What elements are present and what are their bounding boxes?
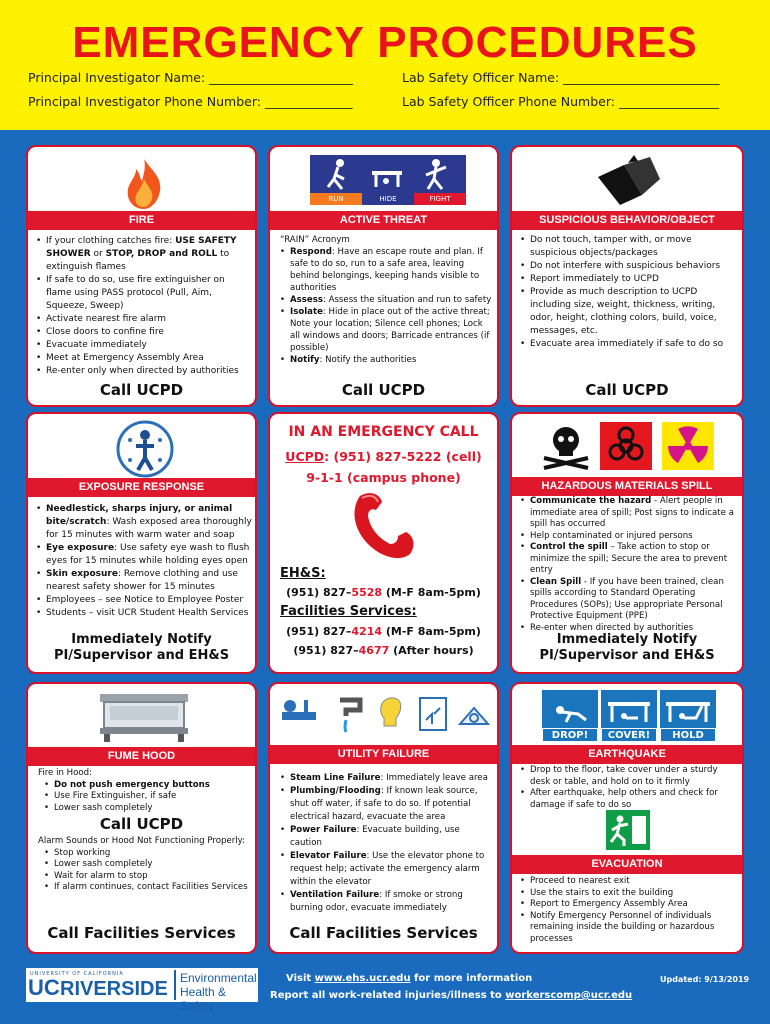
list-item: • Isolate: Hide in place out of the active threat; Note your location; Silence cell phones; Lock all windows and doors; Barricade entrances (if possible): [280, 306, 494, 354]
utility-title: UTILITY FAILURE: [270, 745, 497, 764]
suspicious-call-ucpd: Call UCPD: [585, 381, 669, 399]
list-item: • Lower sash completely: [44, 803, 252, 815]
list-item: • Help contaminated or injured persons: [520, 531, 740, 543]
list-item: • Activate nearest fire alarm: [36, 313, 252, 326]
utility-card: [268, 682, 499, 954]
list-item: • Report immediately to UCPD: [520, 273, 740, 286]
active-threat-list: [280, 234, 494, 366]
cover-label: COVER!: [601, 728, 657, 742]
active-threat-title: ACTIVE THREAT: [270, 211, 497, 230]
list-item: • Clean Spill - If you have been trained, clean spills according to Standard Operating Procedures (SOPs); Use appropriate Personal Protective Equipment (PPE): [520, 577, 740, 623]
fire-call-ucpd: Call UCPD: [99, 381, 184, 399]
exposure-title: EXPOSURE RESPONSE: [28, 478, 255, 497]
list-item: • Re-enter when directed by authorities: [520, 623, 740, 635]
drop-cover-hold-banner: [542, 690, 716, 742]
updated-date: Updated: 9/13/2019: [660, 975, 750, 984]
rain-acronym: “RAIN” Acronym: [280, 235, 350, 245]
list-item: • Use Fire Extinguisher, if safe: [44, 791, 252, 803]
list-item: • Students – visit UCR Student Health Services: [36, 607, 252, 620]
utility-list: [280, 772, 494, 915]
fume-hood-fire-intro: Fire in Hood:: [38, 768, 92, 778]
earthquake-list: [520, 765, 740, 811]
list-item: • Plumbing/Flooding: If known leak source, shut off water, if safe to do so. If potential electrical hazard, evacuate the area: [280, 785, 494, 824]
list-item: • Notify: Notify the authorities: [280, 354, 494, 366]
list-item: • Report to Emergency Assembly Area: [520, 899, 740, 911]
list-item: • Ventilation Failure: If smoke or strong burning odor, evacuate immediately: [280, 889, 494, 915]
list-item: • Assess: Assess the situation and run to safety: [280, 294, 494, 306]
logo-ehs-line1: Environmental: [180, 971, 257, 985]
pi-phone-field: Principal Investigator Phone Number: ______________: [28, 94, 353, 109]
facilities-number-after-hours: (951) 827–4677 (After hours): [293, 644, 474, 657]
lso-phone-field: Lab Safety Officer Phone Number: ________________: [402, 94, 719, 109]
exposure-list: [36, 503, 252, 620]
evacuation-title: EVACUATION: [512, 855, 742, 874]
fight-label: FIGHT: [414, 193, 466, 205]
fire-title: FIRE: [28, 211, 255, 230]
facilities-number-day: (951) 827–4214 (M-F 8am-5pm): [286, 625, 481, 638]
list-item: • Notify Emergency Personnel of individuals remaining inside the building or hazardous processes: [520, 911, 740, 946]
list-item: • If alarm continues, contact Facilities Services: [44, 882, 252, 894]
earthquake-card: [510, 682, 744, 954]
fume-hood-card: [26, 682, 257, 954]
list-item: • Do not interfere with suspicious behaviors: [520, 260, 740, 273]
run-label: RUN: [310, 193, 362, 205]
list-item: • Steam Line Failure: Immediately leave area: [280, 772, 494, 785]
fume-hood-call-facilities: Call Facilities Services: [47, 924, 236, 942]
page-title: EMERGENCY PROCEDURES: [72, 18, 698, 67]
phone-icon: [342, 488, 430, 566]
run-hide-fight-icon: [310, 155, 466, 195]
logo-uc: UC: [28, 975, 60, 1000]
list-item: • Eye exposure: Use safety eye wash to flush eyes for 15 minutes while holding eyes open: [36, 542, 252, 568]
list-item: • Power Failure: Evacuate building, use caution: [280, 824, 494, 850]
list-item: • Do not touch, tamper with, or move suspicious objects/packages: [520, 234, 740, 260]
fume-hood-icon: [96, 692, 192, 742]
skull-crossbones-icon: [540, 422, 592, 470]
run-hide-fight-banner: [310, 155, 466, 205]
fume-hood-title: FUME HOOD: [28, 747, 255, 766]
list-item: • Skin exposure: Remove clothing and use nearest safety shower for 15 minutes: [36, 568, 252, 594]
campus-number: 9-1-1 (campus phone): [306, 470, 461, 485]
list-item: • Wait for alarm to stop: [44, 871, 252, 883]
evacuation-list: [520, 876, 740, 945]
list-item: • After earthquake, help others and check for damage if safe to do so: [520, 788, 740, 811]
suspicious-title: SUSPICIOUS BEHAVIOR/OBJECT: [512, 211, 742, 230]
logo-ehs-line2: Health & Safety: [180, 985, 227, 1013]
ehs-number: (951) 827–5528 (M-F 8am-5pm): [286, 586, 481, 599]
fume-hood-list-alarm: [38, 836, 252, 894]
utility-icons: [280, 694, 490, 734]
emergency-call-title: IN AN EMERGENCY CALL: [288, 424, 479, 440]
footer-report: Report all work-related injuries/illness to workerscomp@ucr.edu: [270, 990, 633, 1001]
suspicious-list: [520, 234, 740, 351]
footer: [0, 962, 770, 1024]
logo-university-text: UNIVERSITY OF CALIFORNIA: [30, 971, 124, 977]
fume-hood-alarm-intro: Alarm Sounds or Hood Not Functioning Properly:: [38, 836, 245, 846]
logo-riverside: RIVERSIDE: [60, 978, 168, 1000]
exposure-card: [26, 412, 257, 674]
exposure-notify: Immediately Notify PI/Supervisor and EH&S: [53, 632, 230, 663]
drop-cover-hold-icon: [542, 690, 716, 728]
suspicious-card: [510, 145, 744, 407]
list-item: • Re-enter only when directed by authorities: [36, 365, 252, 378]
ucr-ehs-logo: [26, 968, 258, 1013]
list-item: • Use the stairs to exit the building: [520, 888, 740, 900]
hazmat-title: HAZARDOUS MATERIALS SPILL: [512, 477, 742, 496]
list-item: • Proceed to nearest exit: [520, 876, 740, 888]
hide-label: HIDE: [362, 193, 414, 205]
list-item: • Communicate the hazard - Alert people in immediate area of spill; Post signs to indicate a spill has occurred: [520, 496, 740, 531]
active-threat-card: [268, 145, 499, 407]
fire-icon: [116, 155, 172, 211]
ucpd-number: UCPD: (951) 827-5222 (cell): [285, 449, 482, 464]
exposure-icon: [116, 420, 174, 478]
radiation-icon: [662, 422, 714, 470]
hazmat-card: [510, 412, 744, 674]
ehs-website-link[interactable]: www.ehs.ucr.edu: [314, 973, 411, 984]
header: [0, 0, 770, 130]
exit-sign-icon: [606, 810, 650, 850]
ehs-label: EH&S:: [280, 566, 326, 581]
list-item: • Evacuate area immediately if safe to do so: [520, 338, 740, 351]
list-item: • Meet at Emergency Assembly Area: [36, 352, 252, 365]
list-item: • Needlestick, sharps injury, or animal bite/scratch: Wash exposed area thoroughly for 15 minutes with warm water and soap: [36, 503, 252, 542]
biohazard-icon: [600, 422, 652, 470]
pi-name-field: Principal Investigator Name: _______________________: [28, 70, 353, 85]
drop-label: DROP!: [542, 728, 598, 742]
hazmat-notify: Immediately Notify PI/Supervisor and EH&S: [539, 632, 715, 663]
fume-hood-list-fire: [38, 768, 252, 814]
hold-on-label: HOLD: [660, 728, 716, 742]
list-item: • If safe to do so, use fire extinguisher on flame using PASS protocol (Pull, Aim, Squeeze, Sweep): [36, 274, 252, 313]
facilities-label: Facilities Services:: [280, 604, 417, 619]
list-item: • Elevator Failure: Use the elevator phone to request help; activate the emergency alarm within the elevator: [280, 850, 494, 889]
list-item: • If your clothing catches fire: USE SAFETY SHOWER or STOP, DROP and ROLL to extinguish flames: [36, 235, 252, 274]
list-item: • Provide as much description to UCPD including size, weight, thickness, writing, odor, height, clothing colors, build, voice, messages, etc.: [520, 286, 740, 338]
list-item: • Evacuate immediately: [36, 339, 252, 352]
list-item: • Respond: Have an escape route and plan. If safe to do so, run to a safe area, leaving behind belongings, keeping hands visible to authorities: [280, 246, 494, 294]
list-item: • Stop working: [44, 848, 252, 860]
list-item: • Control the spill – Take action to stop or minimize the spill; Secure the area to prevent entry: [520, 542, 740, 577]
list-item: • Do not push emergency buttons: [44, 780, 252, 792]
footer-visit: Visit www.ehs.ucr.edu for more information: [286, 973, 533, 984]
active-threat-call-ucpd: Call UCPD: [341, 381, 426, 399]
earthquake-title: EARTHQUAKE: [512, 745, 742, 764]
suspicious-package-icon: [594, 155, 664, 207]
hazmat-list: [520, 496, 740, 634]
utility-call-facilities: Call Facilities Services: [289, 924, 478, 942]
lso-name-field: Lab Safety Officer Name: _________________________: [402, 70, 720, 85]
emergency-call-card: [268, 412, 499, 674]
list-item: • Lower sash completely: [44, 859, 252, 871]
list-item: • Employees – see Notice to Employee Poster: [36, 594, 252, 607]
fire-card: [26, 145, 257, 407]
workers-comp-email-link[interactable]: workerscomp@ucr.edu: [505, 990, 633, 1001]
list-item: • Drop to the floor, take cover under a sturdy desk or table, and hold on to it firmly: [520, 765, 740, 788]
list-item: • Close doors to confine fire: [36, 326, 252, 339]
fume-hood-call-ucpd: Call UCPD: [99, 815, 184, 833]
fire-list: [36, 235, 252, 378]
